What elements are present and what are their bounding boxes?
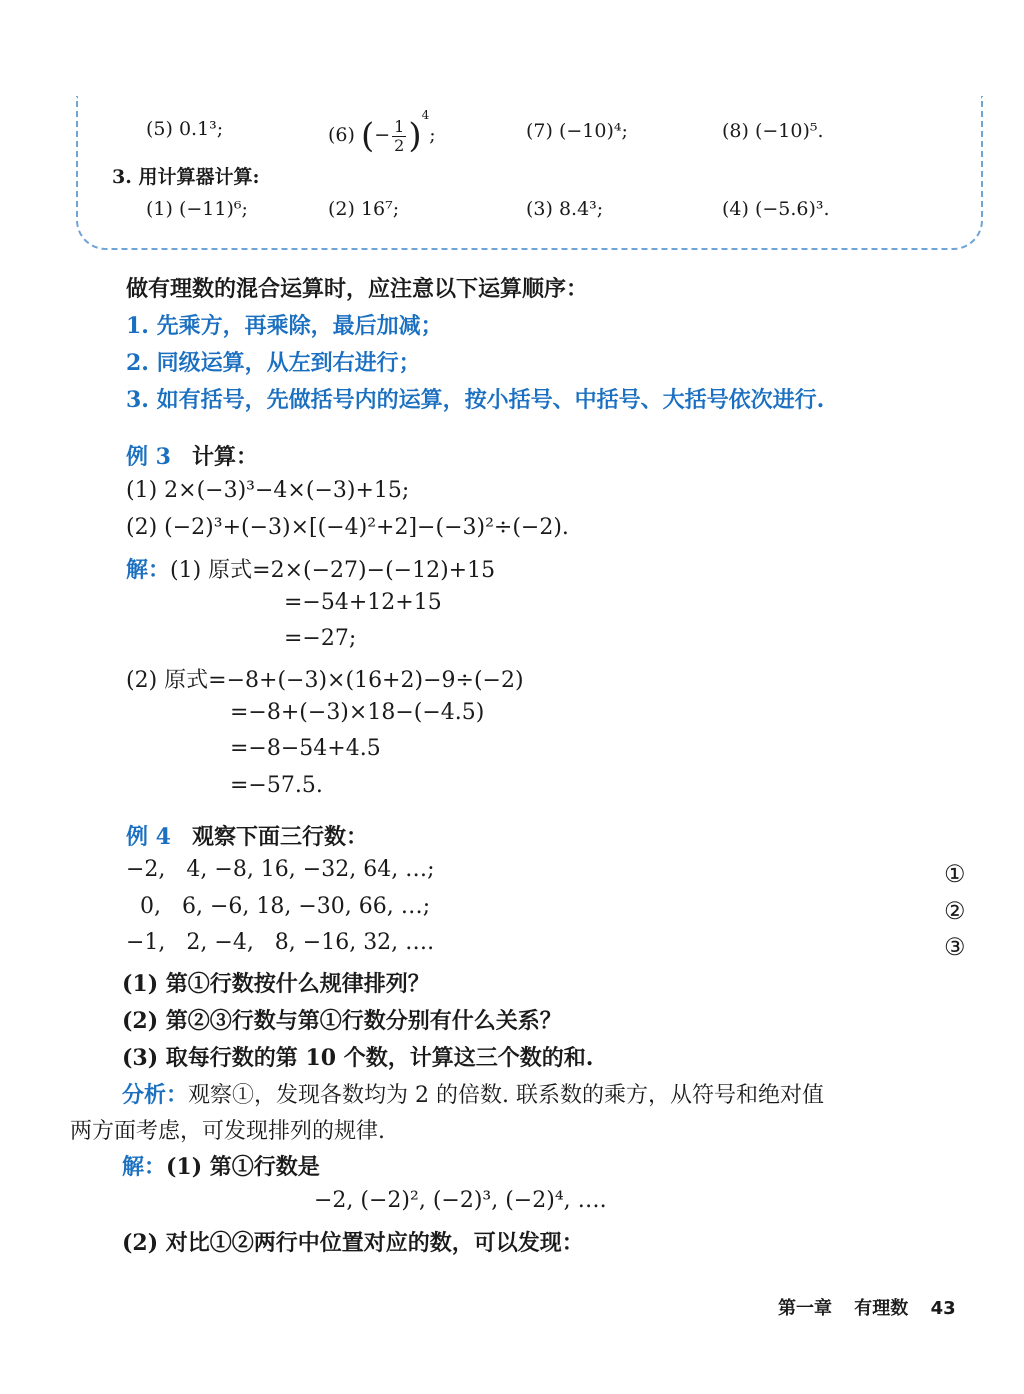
example-3-heading: [126, 440, 258, 471]
footer-section: 有理数: [854, 1298, 909, 1319]
solution-4-1-sequence: −2, (−2)², (−2)³, (−2)⁴, ….: [314, 1188, 607, 1213]
solution-1-line-1: (1) 原式=2×(−27)−(−12)+15: [170, 558, 496, 583]
fraction-numerator: 1: [394, 116, 405, 136]
analysis-line-2: 两方面考虑，可发现排列的规律.: [70, 1119, 385, 1144]
row-2-marker: ②: [944, 897, 966, 925]
analysis-text-1: 观察①，发现各数均为 2 的倍数. 联系数的乘方，从符号和绝对值: [188, 1083, 824, 1108]
exercise-3-item-2: (2) 16⁷;: [328, 198, 400, 220]
exercise-8: (8) (−10)⁵.: [722, 120, 824, 142]
open-paren: (: [360, 116, 375, 156]
example-3-solution-1: [126, 553, 495, 584]
solution-1-line-2: =−54+12+15: [284, 590, 442, 615]
example-4-solution-label: 解：: [122, 1154, 167, 1180]
example-3-q1: (1) 2×(−3)³−4×(−3)+15;: [126, 478, 410, 503]
row-3-marker: ③: [944, 933, 966, 961]
question-3: (3) 取每行数的第 10 个数，计算这三个数的和.: [122, 1045, 594, 1071]
analysis-label: 分析：: [122, 1082, 189, 1108]
close-paren: ): [408, 116, 422, 156]
sequence-row-1: −2, 4, −8, 16, −32, 64, …;: [126, 857, 435, 882]
page-footer: [778, 1294, 956, 1320]
fraction-denominator: 2: [394, 135, 405, 155]
exponent: 4: [421, 108, 430, 122]
rule-2: 2. 同级运算，从左到右进行；: [126, 350, 421, 376]
exercise-3-item-4: (4) (−5.6)³.: [722, 198, 830, 220]
question-2: (2) 第②③行数与第①行数分别有什么关系？: [122, 1008, 562, 1034]
example-4-solution-1: [122, 1150, 320, 1181]
example-3-q2: (2) (−2)³+(−3)×[(−4)²+2]−(−3)²÷(−2).: [126, 515, 569, 540]
solution-2-line-1: (2) 原式=−8+(−3)×(16+2)−9÷(−2): [126, 668, 524, 693]
example-3-title: 计算：: [191, 444, 258, 470]
sequence-row-3: −1, 2, −4, 8, −16, 32, ….: [126, 930, 435, 955]
footer-chapter: 第一章: [778, 1298, 832, 1319]
exercise-3-item-1: (1) (−11)⁶;: [146, 198, 248, 220]
solution-4-2-text: (2) 对比①②两行中位置对应的数，可以发现：: [122, 1230, 584, 1256]
page-number: 43: [930, 1298, 956, 1319]
solution-2-line-4: =−57.5.: [230, 773, 323, 798]
exercise-7: (7) (−10)⁴;: [526, 120, 628, 142]
fraction: [392, 118, 406, 155]
exercise-3-title: 3. 用计算器计算:: [112, 166, 260, 188]
rules-intro: 做有理数的混合运算时，应注意以下运算顺序：: [126, 276, 589, 302]
example-4-heading: [126, 820, 368, 851]
exercise-6: (6) (− $\frac{1}{2}$ )$^4$;: [328, 108, 436, 156]
exercise-5: (5) 0.1³;: [146, 118, 224, 140]
solution-1-line-3: =−27;: [284, 626, 357, 651]
rule-3: 3. 如有括号，先做括号内的运算，按小括号、中括号、大括号依次进行.: [126, 387, 825, 413]
example-4-title: 观察下面三行数：: [191, 824, 368, 850]
analysis-line-1: [122, 1078, 824, 1109]
row-1-marker: ①: [944, 860, 966, 888]
exercise-6-label: (6): [328, 124, 355, 146]
solution-2-line-3: =−8−54+4.5: [230, 736, 381, 761]
solution-4-1-text: (1) 第①行数是: [166, 1154, 320, 1180]
sequence-row-2: 0, 6, −6, 18, −30, 66, …;: [126, 894, 431, 919]
solution-label: 解：: [126, 557, 171, 583]
question-1: (1) 第①行数按什么规律排列？: [122, 971, 430, 997]
exercise-3-item-3: (3) 8.4³;: [526, 198, 604, 220]
rule-1: 1. 先乘方，再乘除，最后加减；: [126, 313, 443, 339]
example-3-label: 例 3: [126, 444, 171, 470]
solution-2-line-2: =−8+(−3)×18−(−4.5): [230, 700, 485, 725]
example-4-label: 例 4: [126, 824, 171, 850]
